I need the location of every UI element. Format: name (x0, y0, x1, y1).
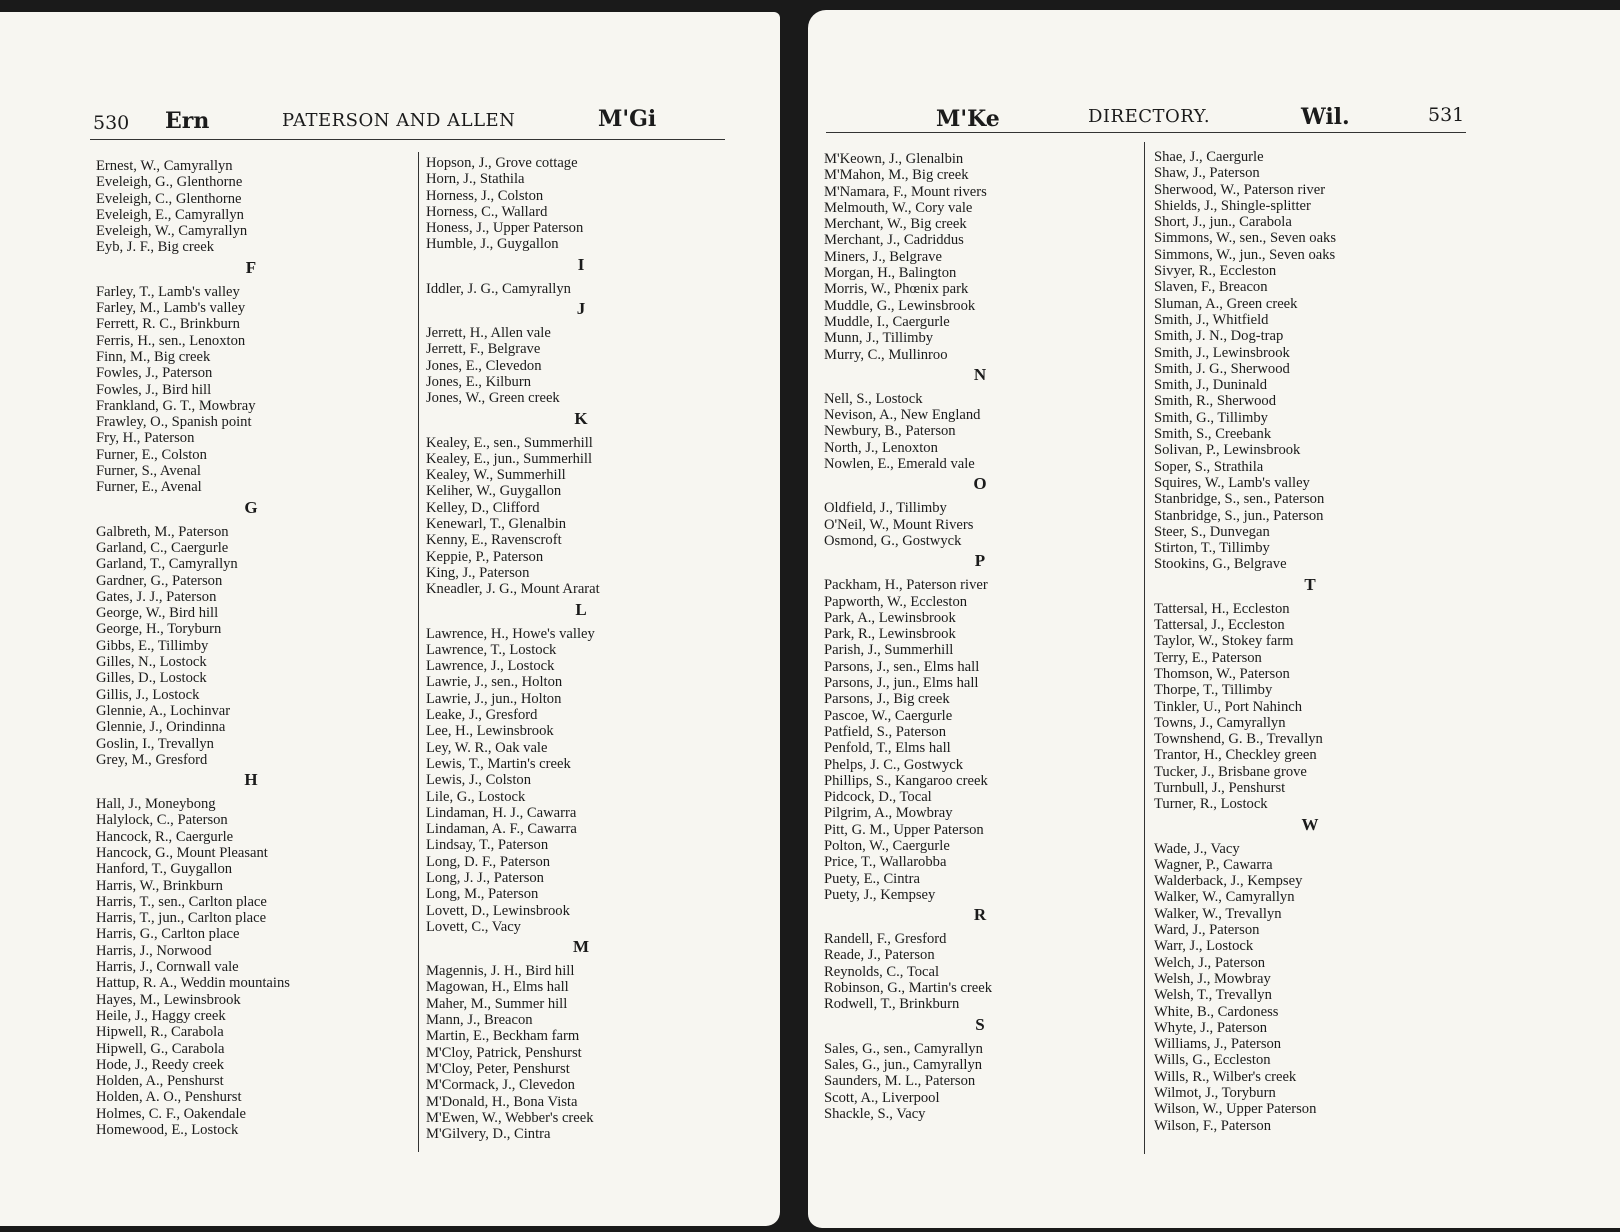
directory-entry: Iddler, J. G., Camyrallyn (426, 280, 571, 297)
directory-entry: Gardner, G., Paterson (96, 572, 223, 589)
directory-entry: Phillips, S., Kangaroo creek (824, 772, 988, 789)
directory-entry: M'Namara, F., Mount rivers (824, 183, 987, 200)
directory-entry: Robinson, G., Martin's creek (824, 980, 992, 997)
directory-entry: Sales, G., jun., Camyrallyn (824, 1056, 983, 1073)
directory-entry: Smith, S., Creebank (1154, 426, 1272, 443)
directory-entry: Rodwell, T., Brinkburn (824, 996, 960, 1013)
directory-entry: Penfold, T., Elms hall (824, 740, 951, 757)
section-letter: F (245, 257, 257, 277)
directory-entry: Terry, E., Paterson (1154, 649, 1262, 666)
running-title: DIRECTORY. (1088, 106, 1211, 127)
directory-entry: Horness, J., Colston (426, 187, 544, 204)
directory-entry: Pidcock, D., Tocal (824, 789, 932, 806)
directory-entry: Fowles, J., Bird hill (96, 381, 212, 398)
directory-entry: George, W., Bird hill (96, 605, 219, 622)
left-page (0, 12, 780, 1226)
directory-entry: Scott, A., Liverpool (824, 1089, 940, 1106)
directory-entry: Ward, J., Paterson (1154, 922, 1260, 939)
directory-entry: Long, M., Paterson (426, 886, 539, 903)
directory-entry: Trantor, H., Checkley green (1154, 747, 1317, 764)
directory-entry: M'Mahon, M., Big creek (824, 167, 969, 184)
directory-entry: Polton, W., Caergurle (824, 837, 950, 854)
section-letter: L (575, 599, 587, 619)
directory-entry: Heile, J., Haggy creek (96, 1007, 226, 1024)
directory-entry: Squires, W., Lamb's valley (1154, 474, 1310, 491)
directory-entry: Jones, E., Clevedon (426, 357, 542, 374)
directory-entry: George, H., Toryburn (96, 621, 222, 638)
right-page (808, 10, 1620, 1228)
directory-entry: Hanford, T., Guygallon (96, 861, 233, 878)
column-divider (418, 152, 419, 1152)
directory-entry: Garland, T., Camyrallyn (96, 556, 238, 573)
directory-entry: Hipwell, G., Carabola (96, 1040, 225, 1057)
section-letter: N (973, 364, 987, 384)
directory-entry: M'Ewen, W., Webber's creek (426, 1109, 594, 1126)
directory-entry: M'Keown, J., Glenalbin (824, 151, 964, 167)
directory-column-2 (1154, 149, 1466, 1134)
directory-entry: Walker, W., Camyrallyn (1154, 889, 1295, 906)
section-letter: K (574, 408, 588, 428)
directory-entry: Tattersal, J., Eccleston (1154, 617, 1285, 634)
directory-entry: Lawrence, J., Lostock (426, 658, 555, 675)
directory-entry: Hancock, G., Mount Pleasant (96, 844, 268, 861)
section-letter: G (244, 497, 258, 517)
guide-word-start: M'Ke (936, 106, 1000, 132)
directory-entry: Jerrett, H., Allen vale (426, 325, 551, 342)
directory-entry: Grey, M., Gresford (96, 751, 208, 768)
directory-entry: Frankland, G. T., Mowbray (96, 397, 256, 414)
directory-entry: Harris, J., Norwood (96, 942, 212, 959)
directory-entry: Gates, J. J., Paterson (96, 588, 217, 605)
directory-entry: Morris, W., Phœnix park (824, 281, 969, 298)
directory-column-1 (824, 151, 1136, 1122)
directory-entry: Fowles, J., Paterson (96, 365, 213, 382)
directory-entry: Kealey, W., Summerhill (426, 467, 566, 484)
directory-entry: Merchant, J., Cadriddus (824, 232, 964, 249)
directory-entry: Jones, W., Green creek (426, 390, 560, 407)
directory-entry: Gilles, D., Lostock (96, 670, 207, 687)
directory-column-1 (96, 158, 406, 1138)
directory-entry: Ferrett, R. C., Brinkburn (96, 316, 240, 333)
guide-word-end: M'Gi (598, 106, 657, 132)
directory-entry: Lovett, D., Lewinsbrook (426, 902, 570, 919)
directory-entry: Lawrence, T., Lostock (426, 641, 557, 658)
directory-entry: Tattersal, H., Eccleston (1154, 600, 1290, 617)
directory-entry: Nevison, A., New England (824, 407, 981, 424)
directory-entry: Sivyer, R., Eccleston (1154, 263, 1277, 280)
directory-entry: M'Cloy, Patrick, Penshurst (426, 1044, 582, 1061)
directory-entry: Wade, J., Vacy (1154, 840, 1240, 857)
section-letter: S (975, 1014, 985, 1034)
directory-entry: Ernest, W., Camyrallyn (96, 158, 233, 174)
directory-entry: Shaw, J., Paterson (1154, 165, 1260, 182)
directory-entry: Wilson, F., Paterson (1154, 1117, 1272, 1134)
directory-entry: Steer, S., Dunvegan (1154, 523, 1270, 540)
directory-entry: North, J., Lenoxton (824, 439, 938, 456)
directory-entry: Muddle, I., Caergurle (824, 313, 950, 330)
directory-entry: Nowlen, E., Emerald vale (824, 456, 975, 473)
directory-entry: Tucker, J., Brisbane grove (1154, 763, 1307, 780)
directory-entry: Eveleigh, G., Glenthorne (96, 174, 243, 191)
directory-entry: Smith, J., Lewinsbrook (1154, 344, 1290, 361)
directory-entry: Stanbridge, S., sen., Paterson (1154, 491, 1325, 508)
directory-entry: Puety, J., Kempsey (824, 886, 936, 903)
directory-entry: Oldfield, J., Tillimby (824, 500, 947, 517)
directory-entry: Eyb, J. F., Big creek (96, 239, 214, 256)
directory-entry: Newbury, B., Paterson (824, 423, 956, 440)
directory-entry: Smith, G., Tillimby (1154, 409, 1268, 426)
directory-entry: O'Neil, W., Mount Rivers (824, 516, 974, 533)
directory-entry: Lile, G., Lostock (426, 788, 526, 805)
directory-entry: Hipwell, R., Carabola (96, 1024, 224, 1041)
directory-entry: Turner, R., Lostock (1154, 796, 1268, 813)
directory-entry: Martin, E., Beckham farm (426, 1028, 580, 1045)
directory-entry: Walker, W., Trevallyn (1154, 905, 1282, 922)
directory-entry: Finn, M., Big creek (96, 348, 211, 365)
directory-entry: Holmes, C. F., Oakendale (96, 1105, 247, 1122)
directory-entry: Hopson, J., Grove cottage (426, 155, 578, 171)
directory-entry: Nell, S., Lostock (824, 390, 923, 407)
directory-entry: Shae, J., Caergurle (1154, 149, 1264, 165)
directory-entry: Saunders, M. L., Paterson (824, 1073, 976, 1090)
directory-entry: M'Cloy, Peter, Penshurst (426, 1060, 570, 1077)
directory-entry: Pascoe, W., Caergurle (824, 707, 953, 724)
directory-entry: Papworth, W., Eccleston (824, 593, 968, 610)
directory-entry: Randell, F., Gresford (824, 931, 947, 948)
directory-entry: Lindaman, H. J., Cawarra (426, 804, 577, 821)
directory-entry: Lovett, C., Vacy (426, 918, 521, 935)
directory-entry: Long, J. J., Paterson (426, 869, 544, 886)
header-rule (826, 132, 1466, 133)
directory-entry: Smith, R., Sherwood (1154, 393, 1277, 410)
section-letter: W (1301, 814, 1319, 834)
directory-entry: Sluman, A., Green creek (1154, 295, 1298, 312)
directory-entry: Wilmot, J., Toryburn (1154, 1085, 1276, 1102)
directory-entry: Park, A., Lewinsbrook (824, 609, 956, 626)
directory-entry: Munn, J., Tillimby (824, 330, 934, 347)
directory-entry: Frawley, O., Spanish point (96, 414, 252, 431)
directory-entry: Magennis, J. H., Bird hill (426, 963, 575, 980)
directory-entry: Keppie, P., Paterson (426, 548, 544, 565)
directory-entry: Ferris, H., sen., Lenoxton (96, 332, 246, 349)
directory-entry: Horn, J., Stathila (426, 171, 525, 188)
directory-entry: Wagner, P., Cawarra (1154, 856, 1273, 873)
directory-entry: Packham, H., Paterson river (824, 577, 988, 594)
directory-entry: Towns, J., Camyrallyn (1154, 714, 1286, 731)
directory-entry: Wills, G., Eccleston (1154, 1052, 1271, 1069)
directory-entry: Kelley, D., Clifford (426, 499, 540, 516)
column-divider (1144, 142, 1145, 1154)
directory-entry: Kealey, E., jun., Summerhill (426, 450, 593, 467)
header-rule (90, 139, 725, 140)
directory-entry: Homewood, E., Lostock (96, 1122, 239, 1139)
directory-entry: Eveleigh, E., Camyrallyn (96, 206, 244, 223)
directory-entry: Parsons, J., sen., Elms hall (824, 658, 980, 675)
directory-entry: Honess, J., Upper Paterson (426, 220, 584, 237)
right-page-header (808, 10, 1620, 150)
directory-column-2 (426, 155, 736, 1142)
directory-entry: Wills, R., Wilber's creek (1154, 1068, 1297, 1085)
section-letter: R (973, 905, 987, 925)
directory-entry: Kenny, E., Ravenscroft (426, 532, 562, 549)
directory-entry: Fry, H., Paterson (96, 430, 195, 447)
directory-entry: Furner, E., Colston (96, 446, 207, 463)
directory-entry: Price, T., Wallarobba (824, 854, 947, 871)
left-page-header (0, 12, 780, 152)
directory-entry: Merchant, W., Big creek (824, 216, 967, 233)
directory-entry: Smith, J., Duninald (1154, 377, 1268, 394)
directory-entry: Welsh, J., Mowbray (1154, 970, 1271, 987)
directory-entry: Tinkler, U., Port Nahinch (1154, 698, 1303, 715)
directory-entry: Welch, J., Paterson (1154, 954, 1266, 971)
directory-entry: Furner, S., Avenal (96, 463, 201, 480)
directory-entry: Kealey, E., sen., Summerhill (426, 434, 593, 451)
directory-entry: Jerrett, F., Belgrave (426, 341, 541, 358)
directory-entry: Lewis, J., Colston (426, 772, 531, 789)
directory-entry: Halylock, C., Paterson (96, 812, 228, 829)
directory-entry: Glennie, A., Lochinvar (96, 702, 231, 719)
section-letter: J (576, 299, 586, 319)
directory-entry: Keliher, W., Guygallon (426, 483, 562, 500)
directory-entry: Kenewarl, T., Glenalbin (426, 516, 567, 533)
section-letter: P (974, 551, 986, 571)
directory-entry: M'Donald, H., Bona Vista (426, 1093, 578, 1110)
directory-entry: Williams, J., Paterson (1154, 1036, 1282, 1053)
directory-entry: M'Gilvery, D., Cintra (426, 1126, 551, 1143)
directory-entry: Leake, J., Gresford (426, 707, 538, 724)
directory-entry: Sherwood, W., Paterson river (1154, 181, 1326, 198)
directory-entry: Simmons, W., jun., Seven oaks (1154, 246, 1336, 263)
directory-entry: Parsons, J., Big creek (824, 691, 950, 708)
directory-entry: Smith, J., Whitfield (1154, 311, 1269, 328)
directory-entry: Park, R., Lewinsbrook (824, 626, 956, 643)
directory-entry: Smith, J. G., Sherwood (1154, 360, 1290, 377)
directory-entry: Lawrie, J., jun., Holton (426, 690, 562, 707)
directory-entry: Harris, J., Cornwall vale (96, 959, 239, 976)
directory-entry: Hode, J., Reedy creek (96, 1056, 225, 1073)
running-title: PATERSON AND ALLEN (282, 110, 516, 131)
directory-entry: Solivan, P., Lewinsbrook (1154, 442, 1301, 459)
guide-word-start: Ern (165, 108, 210, 134)
directory-entry: Patfield, S., Paterson (824, 723, 947, 740)
directory-entry: Miners, J., Belgrave (824, 248, 942, 265)
directory-entry: Short, J., jun., Carabola (1154, 214, 1292, 231)
directory-entry: Phelps, J. C., Gostwyck (824, 756, 964, 773)
directory-entry: Warr, J., Lostock (1154, 938, 1254, 955)
directory-entry: Turnbull, J., Penshurst (1154, 779, 1286, 796)
directory-entry: Holden, A. O., Penshurst (96, 1089, 242, 1106)
directory-entry: Osmond, G., Gostwyck (824, 532, 962, 549)
page-number: 531 (1428, 104, 1465, 126)
directory-entry: Ley, W. R., Oak vale (426, 739, 548, 756)
directory-entry: Welsh, T., Trevallyn (1154, 987, 1272, 1004)
section-letter: H (244, 770, 258, 790)
directory-entry: Stirton, T., Tillimby (1154, 540, 1270, 557)
directory-entry: Walderback, J., Kempsey (1154, 873, 1303, 890)
directory-entry: Pitt, G. M., Upper Paterson (824, 821, 984, 838)
directory-entry: Shields, J., Shingle-splitter (1154, 197, 1311, 214)
directory-entry: Shackle, S., Vacy (824, 1105, 926, 1122)
directory-entry: Maher, M., Summer hill (426, 995, 568, 1012)
directory-entry: M'Cormack, J., Clevedon (426, 1077, 575, 1094)
directory-entry: Lewis, T., Martin's creek (426, 755, 571, 772)
directory-entry: Goslin, I., Trevallyn (96, 735, 214, 752)
directory-entry: Melmouth, W., Cory vale (824, 199, 973, 216)
directory-entry: Magowan, H., Elms hall (426, 979, 569, 996)
directory-entry: Parish, J., Summerhill (824, 642, 954, 659)
directory-entry: Taylor, W., Stokey farm (1154, 633, 1294, 650)
directory-entry: Morgan, H., Balington (824, 265, 957, 282)
directory-entry: Reade, J., Paterson (824, 947, 935, 964)
directory-entry: Farley, T., Lamb's valley (96, 283, 240, 300)
directory-entry: Mann, J., Breacon (426, 1012, 533, 1029)
directory-entry: Soper, S., Strathila (1154, 458, 1264, 475)
directory-entry: Harris, W., Brinkburn (96, 877, 223, 894)
directory-entry: Glennie, J., Orindinna (96, 719, 226, 736)
directory-entry: Hattup, R. A., Weddin mountains (96, 975, 290, 992)
page-number: 530 (93, 112, 130, 134)
directory-entry: Harris, T., jun., Carlton place (96, 910, 267, 927)
directory-entry: Farley, M., Lamb's valley (96, 300, 246, 317)
directory-entry: Slaven, F., Breacon (1154, 279, 1268, 296)
directory-entry: Hayes, M., Lewinsbrook (96, 991, 241, 1008)
directory-entry: Lindaman, A. F., Cawarra (426, 821, 577, 838)
directory-entry: Reynolds, C., Tocal (824, 963, 940, 980)
directory-entry: Whyte, J., Paterson (1154, 1019, 1268, 1036)
directory-entry: Parsons, J., jun., Elms hall (824, 675, 979, 692)
directory-entry: King, J., Paterson (426, 564, 530, 581)
directory-entry: Puety, E., Cintra (824, 870, 920, 887)
directory-entry: White, B., Cardoness (1154, 1003, 1279, 1020)
directory-entry: Eveleigh, C., Glenthorne (96, 190, 242, 207)
directory-entry: Gillis, J., Lostock (96, 686, 200, 703)
directory-entry: Townshend, G. B., Trevallyn (1154, 731, 1323, 748)
directory-entry: Hall, J., Moneybong (96, 796, 216, 813)
directory-entry: Simmons, W., sen., Seven oaks (1154, 230, 1337, 247)
directory-entry: Holden, A., Penshurst (96, 1073, 224, 1090)
directory-entry: Long, D. F., Paterson (426, 853, 551, 870)
directory-entry: Harris, T., sen., Carlton place (96, 893, 267, 910)
directory-entry: Gilles, N., Lostock (96, 654, 207, 671)
directory-entry: Sales, G., sen., Camyrallyn (824, 1040, 983, 1057)
directory-entry: Lawrence, H., Howe's valley (426, 625, 595, 642)
directory-entry: Eveleigh, W., Camyrallyn (96, 223, 248, 240)
directory-entry: Hancock, R., Caergurle (96, 828, 234, 845)
directory-entry: Stanbridge, S., jun., Paterson (1154, 507, 1324, 524)
directory-entry: Gibbs, E., Tillimby (96, 637, 209, 654)
directory-entry: Pilgrim, A., Mowbray (824, 805, 953, 822)
directory-entry: Horness, C., Wallard (426, 203, 548, 220)
directory-entry: Thorpe, T., Tillimby (1154, 682, 1273, 699)
directory-entry: Humble, J., Guygallon (426, 236, 559, 253)
directory-entry: Lindsay, T., Paterson (426, 837, 549, 854)
directory-entry: Stookins, G., Belgrave (1154, 556, 1287, 573)
directory-entry: Smith, J. N., Dog-trap (1154, 328, 1284, 345)
section-letter: I (577, 254, 585, 274)
section-letter: M (572, 937, 590, 957)
directory-entry: Lawrie, J., sen., Holton (426, 674, 563, 691)
directory-entry: Wilson, W., Upper Paterson (1154, 1101, 1317, 1118)
directory-entry: Muddle, G., Lewinsbrook (824, 297, 976, 314)
directory-entry: Galbreth, M., Paterson (96, 523, 229, 540)
guide-word-end: Wil. (1301, 104, 1350, 130)
section-letter: T (1304, 574, 1316, 594)
directory-entry: Lee, H., Lewinsbrook (426, 723, 554, 740)
section-letter: O (973, 474, 987, 494)
directory-entry: Harris, G., Carlton place (96, 926, 240, 943)
directory-entry: Garland, C., Caergurle (96, 539, 229, 556)
directory-entry: Murry, C., Mullinroo (824, 346, 948, 363)
directory-entry: Thomson, W., Paterson (1154, 665, 1290, 682)
directory-entry: Furner, E., Avenal (96, 479, 202, 496)
directory-entry: Kneadler, J. G., Mount Ararat (426, 581, 600, 598)
directory-entry: Jones, E., Kilburn (426, 373, 531, 390)
